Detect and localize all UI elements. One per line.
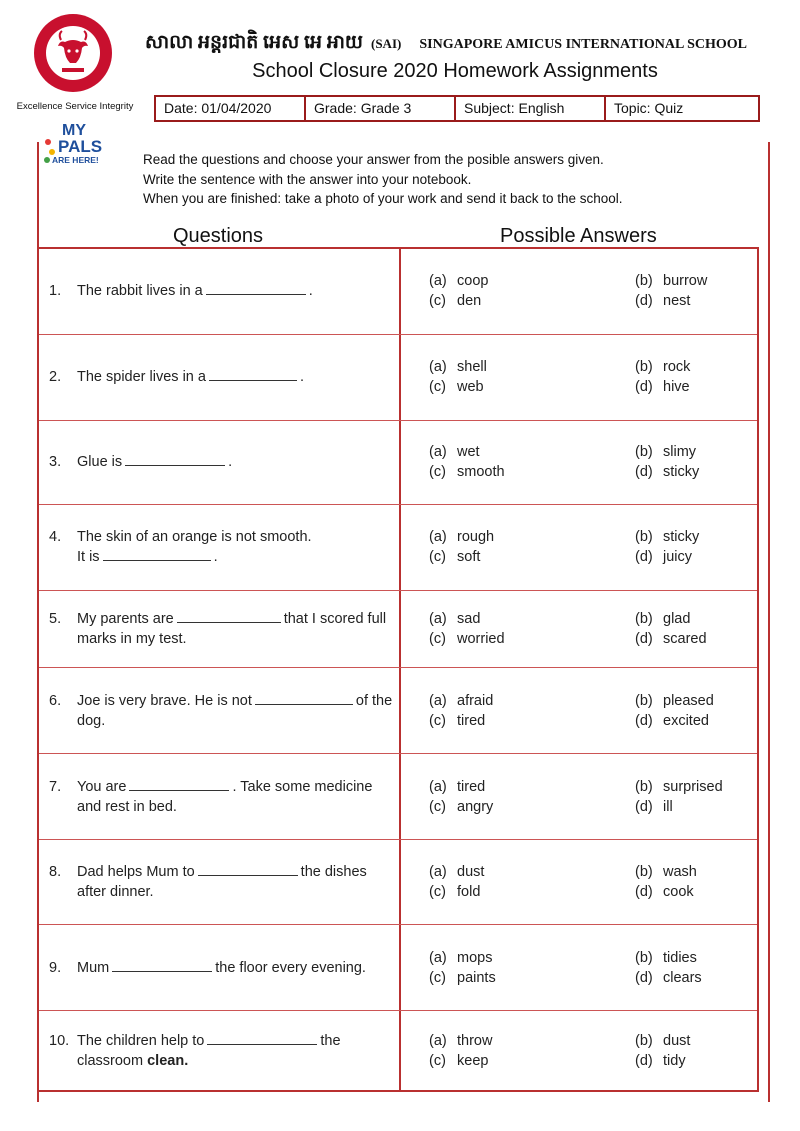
- answers-cell: [401, 668, 757, 753]
- option-letter: (b): [635, 778, 653, 795]
- questions-table: [37, 247, 759, 1092]
- question-sentence: [77, 779, 372, 815]
- info-topic: Topic: Quiz: [614, 100, 684, 116]
- question-content: [49, 527, 393, 567]
- question-cell: [39, 249, 401, 334]
- option-word: soft: [457, 549, 481, 566]
- option-word: dust: [457, 864, 485, 881]
- answer-option: [635, 291, 737, 311]
- option-letter: (c): [429, 1052, 446, 1069]
- question-content: [49, 281, 393, 301]
- question-text-before: My parents are: [77, 611, 174, 628]
- question-content: [49, 609, 393, 649]
- info-grade: Grade: Grade 3: [306, 97, 456, 120]
- question-cell: [39, 840, 401, 924]
- option-letter: (d): [635, 379, 653, 396]
- answer-blank: [125, 453, 225, 466]
- mypals-pals: PALS: [58, 137, 103, 156]
- mypals-logo: [40, 118, 120, 170]
- option-word: burrow: [663, 273, 708, 290]
- answer-option: [635, 442, 737, 462]
- option-word: excited: [663, 712, 709, 729]
- option-word: sticky: [663, 464, 700, 481]
- option-word: afraid: [457, 692, 494, 709]
- option-letter: (a): [429, 359, 447, 376]
- answer-blank: [112, 959, 212, 972]
- school-abbreviation: (SAI): [371, 36, 402, 51]
- option-letter: (c): [429, 379, 446, 396]
- option-letter: (a): [429, 949, 447, 966]
- answer-options: [429, 862, 737, 902]
- answer-option: [635, 527, 737, 547]
- question-content: [49, 1031, 393, 1071]
- answer-option: [429, 691, 635, 711]
- option-word: dust: [663, 1032, 691, 1049]
- question-text-before: The children help to: [77, 1032, 205, 1049]
- answer-blank: [255, 692, 353, 705]
- option-letter: (d): [635, 969, 653, 986]
- option-letter: (c): [429, 969, 446, 986]
- question-number: 4.: [49, 529, 62, 546]
- school-name-english: SINGAPORE AMICUS INTERNATIONAL SCHOOL: [419, 37, 747, 52]
- answer-option: [429, 968, 635, 988]
- mypals-my: MY: [62, 122, 86, 139]
- question-text: [77, 1031, 393, 1071]
- option-word: worried: [457, 631, 505, 648]
- answer-options: [429, 777, 737, 817]
- question-text-after: .: [213, 549, 218, 566]
- answer-option: [635, 862, 737, 882]
- question-bold-word: clean.: [147, 1052, 189, 1069]
- answers-cell: [401, 1011, 757, 1090]
- option-letter: (c): [429, 293, 446, 310]
- question-number: 8.: [49, 864, 62, 881]
- option-word: mops: [457, 949, 493, 966]
- option-word: keep: [457, 1052, 489, 1069]
- question-text-after: the floor every evening.: [215, 959, 366, 976]
- question-text-after: .: [228, 454, 233, 471]
- question-content: [49, 452, 393, 472]
- option-word: sticky: [663, 529, 700, 546]
- answers-cell: [401, 505, 757, 590]
- question-sentence: [77, 1033, 341, 1069]
- question-content: [49, 958, 393, 978]
- option-word: pleased: [663, 692, 714, 709]
- answer-option: [429, 357, 635, 377]
- answer-options: [429, 357, 737, 397]
- school-name-line: [145, 30, 747, 58]
- option-letter: (d): [635, 712, 653, 729]
- question-text: [77, 281, 393, 301]
- question-cell: [39, 591, 401, 668]
- question-row: [39, 840, 757, 925]
- question-text-before: It is: [77, 549, 100, 566]
- answer-options: [429, 442, 737, 482]
- option-word: cook: [663, 884, 694, 901]
- question-number: 5.: [49, 611, 62, 628]
- option-letter: (c): [429, 798, 446, 815]
- option-word: angry: [457, 798, 494, 815]
- option-letter: (d): [635, 293, 653, 310]
- question-row: [39, 925, 757, 1011]
- question-text-after: the dishes after dinner.: [77, 864, 367, 901]
- answer-option: [429, 291, 635, 311]
- option-letter: (b): [635, 611, 653, 628]
- option-letter: (b): [635, 692, 653, 709]
- option-word: rock: [663, 359, 691, 376]
- question-number: 6.: [49, 692, 62, 709]
- option-letter: (c): [429, 631, 446, 648]
- question-sentence: [77, 369, 304, 385]
- answer-option: [635, 1031, 737, 1051]
- answer-blank: [206, 282, 306, 295]
- answer-option: [429, 1051, 635, 1071]
- option-letter: (d): [635, 631, 653, 648]
- option-word: smooth: [457, 464, 505, 481]
- question-number: 2.: [49, 369, 62, 386]
- answer-option: [429, 547, 635, 567]
- question-row: [39, 591, 757, 669]
- question-row: [39, 421, 757, 505]
- answers-cell: [401, 754, 757, 839]
- option-word: tidy: [663, 1052, 686, 1069]
- school-tagline: Excellence Service Integrity: [16, 101, 134, 112]
- question-content: [49, 777, 393, 817]
- option-letter: (c): [429, 884, 446, 901]
- answer-option: [429, 462, 635, 482]
- answer-option: [429, 629, 635, 649]
- document-title: School Closure 2020 Homework Assignments: [252, 60, 658, 82]
- page-frame-right: [768, 142, 770, 1102]
- answer-option: [429, 948, 635, 968]
- answer-option: [635, 1051, 737, 1071]
- option-letter: (b): [635, 1032, 653, 1049]
- answers-cell: [401, 925, 757, 1010]
- question-cell: [39, 1011, 401, 1090]
- question-text-after: .: [299, 369, 304, 386]
- answer-blank: [198, 863, 298, 876]
- question-sentence: [77, 549, 218, 565]
- question-row: [39, 668, 757, 754]
- option-word: tidies: [663, 949, 697, 966]
- answer-option: [429, 862, 635, 882]
- option-word: glad: [663, 611, 691, 628]
- option-letter: (b): [635, 529, 653, 546]
- question-text-before: Mum: [77, 959, 110, 976]
- answer-option: [635, 797, 737, 817]
- option-letter: (b): [635, 273, 653, 290]
- answer-option: [635, 968, 737, 988]
- answer-blank: [129, 778, 229, 791]
- option-word: paints: [457, 969, 496, 986]
- option-letter: (a): [429, 529, 447, 546]
- question-lead-sentence: The skin of an orange is not smooth.: [77, 529, 312, 546]
- question-sentence: [77, 693, 392, 729]
- answer-blank: [207, 1032, 317, 1045]
- option-letter: (a): [429, 273, 447, 290]
- answer-options: [429, 609, 737, 649]
- answer-option: [429, 1031, 635, 1051]
- answer-option: [635, 462, 737, 482]
- option-letter: (a): [429, 611, 447, 628]
- option-letter: (d): [635, 549, 653, 566]
- option-word: clears: [663, 969, 702, 986]
- question-number: 3.: [49, 454, 62, 471]
- answer-option: [429, 527, 635, 547]
- question-row: [39, 754, 757, 840]
- answer-option: [635, 711, 737, 731]
- option-word: wet: [457, 444, 480, 461]
- question-text-before: You are: [77, 778, 127, 795]
- answer-option: [635, 691, 737, 711]
- option-letter: (d): [635, 1052, 653, 1069]
- answer-option: [635, 948, 737, 968]
- answer-option: [635, 547, 737, 567]
- question-text-before: The spider lives in a: [77, 369, 206, 386]
- option-word: slimy: [663, 444, 697, 461]
- answer-option: [635, 629, 737, 649]
- option-word: coop: [457, 273, 489, 290]
- option-word: surprised: [663, 778, 723, 795]
- school-name-khmer: សាលា អន្តរជាតិ អេស អេ អាយ: [145, 32, 363, 53]
- option-word: hive: [663, 379, 690, 396]
- option-word: ill: [663, 798, 673, 815]
- question-text: [77, 862, 393, 902]
- answer-option: [429, 271, 635, 291]
- answer-blank: [209, 368, 297, 381]
- school-logo: [32, 12, 114, 94]
- option-letter: (c): [429, 712, 446, 729]
- questions-column-heading: Questions: [173, 225, 264, 247]
- question-row: [39, 335, 757, 421]
- question-cell: [39, 335, 401, 420]
- answer-option: [635, 357, 737, 377]
- question-number: 1.: [49, 283, 62, 300]
- answer-option: [635, 609, 737, 629]
- option-word: juicy: [663, 549, 693, 566]
- question-text-before: Joe is very brave. He is not: [77, 692, 252, 709]
- option-letter: (a): [429, 778, 447, 795]
- option-word: throw: [457, 1032, 493, 1049]
- info-subject: Subject: English: [456, 97, 606, 120]
- question-text: [77, 452, 393, 472]
- option-letter: (b): [635, 359, 653, 376]
- instruction-line: Read the questions and choose your answer from the posible answers given.: [143, 152, 604, 167]
- option-word: wash: [663, 864, 697, 881]
- answer-blank: [177, 610, 281, 623]
- option-word: sad: [457, 611, 481, 628]
- option-word: shell: [457, 359, 487, 376]
- option-letter: (d): [635, 464, 653, 481]
- instruction-line: When you are finished: take a photo of your work and send it back to the school.: [143, 191, 623, 206]
- question-sentence: [77, 611, 386, 647]
- answers-column-heading: Possible Answers: [500, 225, 657, 247]
- question-text: [77, 958, 393, 978]
- option-word: tired: [457, 712, 486, 729]
- question-row: [39, 1011, 757, 1090]
- question-cell: [39, 421, 401, 504]
- answers-cell: [401, 591, 757, 668]
- question-text-before: Dad helps Mum to: [77, 864, 195, 881]
- option-letter: (c): [429, 549, 446, 566]
- option-letter: (a): [429, 1032, 447, 1049]
- answers-cell: [401, 249, 757, 334]
- question-cell: [39, 505, 401, 590]
- question-text-after: of the dog.: [77, 692, 393, 729]
- option-letter: (a): [429, 444, 447, 461]
- question-text-after: .: [308, 283, 313, 300]
- option-letter: (b): [635, 444, 653, 461]
- question-text-after: that I scored full marks in my test.: [77, 611, 387, 648]
- answer-option: [429, 711, 635, 731]
- question-sentence: [77, 864, 367, 900]
- answer-option: [429, 442, 635, 462]
- option-letter: (b): [635, 864, 653, 881]
- question-cell: [39, 668, 401, 753]
- question-row: [39, 505, 757, 591]
- question-cell: [39, 925, 401, 1010]
- answer-options: [429, 948, 737, 988]
- answers-cell: [401, 840, 757, 924]
- question-content: [49, 691, 393, 731]
- option-word: fold: [457, 884, 481, 901]
- answer-option: [429, 377, 635, 397]
- question-sentence: [77, 454, 232, 470]
- answer-option: [429, 797, 635, 817]
- question-content: [49, 367, 393, 387]
- option-letter: (a): [429, 864, 447, 881]
- question-text: [77, 777, 393, 817]
- answer-option: [635, 777, 737, 797]
- question-text: [77, 527, 393, 567]
- answer-option: [429, 882, 635, 902]
- question-text: [77, 691, 393, 731]
- question-number: 9.: [49, 959, 62, 976]
- answer-option: [635, 377, 737, 397]
- answer-options: [429, 271, 737, 311]
- option-letter: (a): [429, 692, 447, 709]
- answer-option: [635, 882, 737, 902]
- option-word: web: [457, 379, 484, 396]
- answer-option: [429, 777, 635, 797]
- answer-option: [429, 609, 635, 629]
- mypals-are-here: ARE HERE!: [52, 155, 99, 165]
- option-letter: (c): [429, 464, 446, 481]
- answers-cell: [401, 421, 757, 504]
- question-sentence: [77, 960, 366, 976]
- question-sentence: [77, 283, 313, 299]
- question-text: [77, 367, 393, 387]
- option-word: tired: [457, 778, 486, 795]
- option-letter: (d): [635, 798, 653, 815]
- instructions: [143, 150, 623, 209]
- option-word: scared: [663, 631, 707, 648]
- question-text-before: Glue is: [77, 454, 123, 471]
- info-date: Date: 01/04/2020: [156, 97, 306, 120]
- question-text-before: The rabbit lives in a: [77, 283, 203, 300]
- answer-options: [429, 1031, 737, 1071]
- option-word: den: [457, 293, 482, 310]
- option-letter: (d): [635, 884, 653, 901]
- answer-option: [635, 271, 737, 291]
- question-text: [77, 609, 393, 649]
- answers-cell: [401, 335, 757, 420]
- option-word: rough: [457, 529, 495, 546]
- answer-blank: [103, 548, 211, 561]
- question-text-after: the classroom: [77, 1032, 341, 1069]
- question-number: 10.: [49, 1032, 70, 1049]
- question-row: [39, 249, 757, 335]
- option-letter: (b): [635, 949, 653, 966]
- instruction-line: Write the sentence with the answer into your notebook.: [143, 171, 472, 187]
- answer-options: [429, 691, 737, 731]
- question-content: [49, 862, 393, 902]
- assignment-info-row: [154, 95, 760, 122]
- question-text-after: . Take some medicine and rest in bed.: [77, 778, 373, 815]
- answer-options: [429, 527, 737, 567]
- question-cell: [39, 754, 401, 839]
- option-word: nest: [663, 293, 691, 310]
- question-number: 7.: [49, 778, 62, 795]
